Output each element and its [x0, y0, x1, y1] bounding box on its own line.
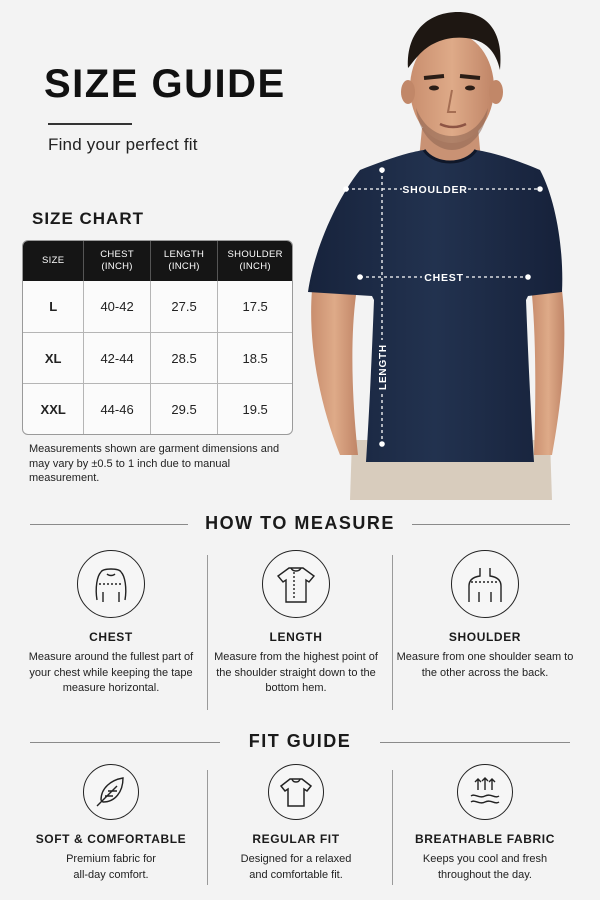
fit-guide-heading: FIT GUIDE: [248, 731, 352, 751]
measure-chest-card: [21, 550, 201, 697]
column-divider: [392, 770, 393, 885]
chest-guide-label: CHEST: [424, 272, 464, 284]
cell-length: 29.5: [150, 383, 218, 434]
header-length: LENGTH (INCH): [150, 241, 218, 281]
cell-size: L: [49, 299, 58, 314]
page-title: SIZE GUIDE: [44, 62, 286, 106]
header-chest: CHEST (INCH): [83, 241, 149, 281]
cell-shoulder: 18.5: [217, 332, 292, 383]
table-row: [23, 332, 292, 383]
shoulder-guide-label: SHOULDER: [402, 184, 468, 196]
tshirt-icon: [268, 764, 324, 820]
size-chart-heading: SIZE CHART: [32, 209, 144, 228]
fit-breathable-desc: Keeps you cool and fresh throughout the day.: [422, 853, 548, 881]
fit-soft-card: [21, 764, 201, 883]
cell-shoulder: 17.5: [217, 281, 292, 332]
measure-length-card: [206, 550, 386, 697]
measure-shoulder-desc: Measure from one shoulder seam to the other across the back.: [396, 651, 574, 679]
measure-length-title: LENGTH: [269, 630, 323, 644]
model-photo: [300, 0, 600, 500]
measure-chest-desc: Measure around the fullest part of your chest while keeping the tape measure horizontal.: [28, 651, 194, 694]
cell-size: XL: [23, 332, 83, 383]
table-row: [23, 281, 292, 332]
cell-chest: 42-44: [83, 332, 149, 383]
cell-shoulder: 19.5: [217, 383, 292, 434]
column-divider: [392, 555, 393, 710]
cell-length: 27.5: [150, 281, 218, 332]
fit-regular-desc: Designed for a relaxed and comfortable fit.: [240, 853, 352, 881]
header-size: SIZE: [23, 241, 83, 281]
size-chart-table: [22, 240, 293, 435]
cell-chest: 44-46: [83, 383, 149, 434]
chest-measure-icon: [77, 550, 145, 618]
header-shoulder: SHOULDER (INCH): [217, 241, 292, 281]
table-row: [23, 383, 292, 434]
fit-regular-title: REGULAR FIT: [252, 832, 340, 846]
measure-chest-title: CHEST: [89, 630, 133, 644]
feather-icon: [83, 764, 139, 820]
fit-regular-card: [206, 764, 386, 883]
table-header-row: [23, 241, 292, 281]
cell-length: 28.5: [150, 332, 218, 383]
how-to-measure-header: [0, 513, 600, 537]
page-subtitle: Find your perfect fit: [48, 135, 198, 154]
fit-breathable-card: [395, 764, 575, 883]
measure-length-desc: Measure from the highest point of the shoulder straight down to the bottom hem.: [214, 651, 378, 694]
how-to-measure-heading: HOW TO MEASURE: [205, 513, 395, 533]
fit-soft-desc: Premium fabric for all-day comfort.: [66, 853, 156, 881]
measure-shoulder-card: [395, 550, 575, 681]
fit-soft-title: SOFT & COMFORTABLE: [35, 832, 187, 846]
measure-shoulder-title: SHOULDER: [448, 630, 522, 644]
fit-guide-header: [0, 731, 600, 755]
title-underline: [48, 123, 132, 125]
cell-size: XXL: [23, 383, 83, 434]
length-guide-label: LENGTH: [378, 344, 389, 390]
shoulder-measure-icon: [451, 550, 519, 618]
length-measure-icon: [262, 550, 330, 618]
measurement-note: Measurements shown are garment dimensions and may vary by ±0.5 to 1 inch due to manual measurement.: [29, 443, 280, 484]
fit-breathable-title: BREATHABLE FABRIC: [415, 832, 555, 846]
cell-chest: 40-42: [83, 281, 149, 332]
breathable-fabric-icon: [457, 764, 513, 820]
